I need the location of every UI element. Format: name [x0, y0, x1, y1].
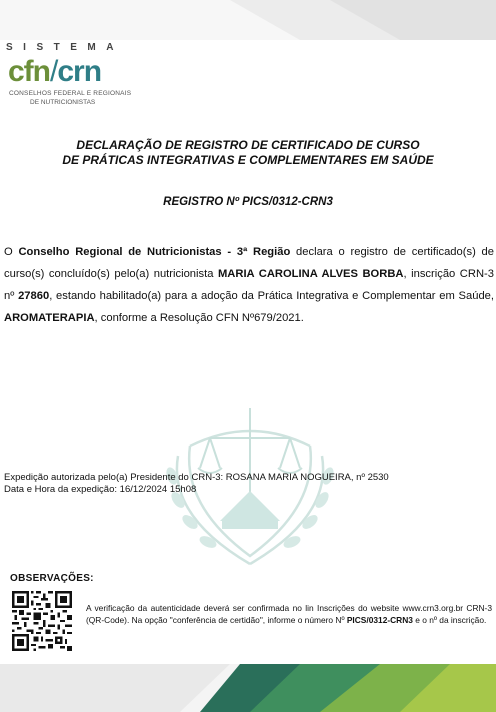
expedition-info [4, 472, 484, 496]
document-title [40, 138, 456, 168]
top-decorative-band [0, 0, 496, 40]
expedition-datetime: Data e Hora da expedição: 16/12/2024 15h08 [4, 484, 197, 495]
registry-number: REGISTRO Nº PICS/0312-CRN3 [163, 196, 333, 208]
body-text-2: declara o registro de certificado(s) de curso(s) concluído(s) pelo(a) nutricionista [4, 246, 495, 280]
body-text-3: , inscrição CRN-3 nº [4, 268, 494, 302]
logo-crn-text: crn [57, 55, 102, 88]
observations-text [86, 602, 492, 626]
declaration-paragraph [4, 241, 494, 329]
logo-mark [8, 56, 101, 88]
cfn-crn-logo [6, 42, 136, 114]
observations-registry-number: PICS/0312-CRN3 [346, 615, 413, 625]
observations-text-2: e o nº da inscrição. [412, 615, 487, 625]
qr-code-icon[interactable] [12, 591, 72, 651]
expedition-authorization: Expedição autorizada pelo(a) Presidente do CRN-3: ROSANA MARIA NOGUEIRA, nº 2530 [4, 472, 389, 483]
logo-subtitle-line1: CONSELHOS FEDERAL E REGIONAIS [9, 90, 132, 97]
body-text-1: O [4, 246, 19, 258]
bottom-decorative-band [0, 664, 496, 712]
observations-text-1: A verificação da autenticidade deverá ser confirmada no lin Inscrições do website www.crn3.org.br CRN-3 (QR-Code). Na opção "conferência de certidão", informe o número Nº [86, 603, 492, 625]
council-name: Conselho Regional de Nutricionistas - 3ª Região [18, 246, 291, 258]
practice-name: AROMATERAPIA [4, 312, 95, 324]
logo-sistema-text: SISTEMA [6, 42, 124, 53]
body-text-4: , estando habilitado(a) para a adoção da Prática Integrativa e Complementar em Saúde, [49, 290, 495, 302]
registration-number: 27860 [18, 290, 50, 302]
logo-cfn-text: cfn [8, 55, 50, 88]
logo-subtitle-line2: DE NUTRICIONISTAS [30, 99, 96, 106]
title-line-2: DE PRÁTICAS INTEGRATIVAS E COMPLEMENTARES EM SAÚDE [62, 153, 434, 167]
body-text-5: , conforme a Resolução CFN Nº679/2021. [94, 312, 304, 324]
title-line-1: DECLARAÇÃO DE REGISTRO DE CERTIFICADO DE CURSO [76, 138, 420, 152]
observations-title: OBSERVAÇÕES: [10, 573, 94, 584]
logo-slash: / [50, 55, 58, 88]
nutritionist-name: MARIA CAROLINA ALVES BORBA [217, 268, 404, 280]
